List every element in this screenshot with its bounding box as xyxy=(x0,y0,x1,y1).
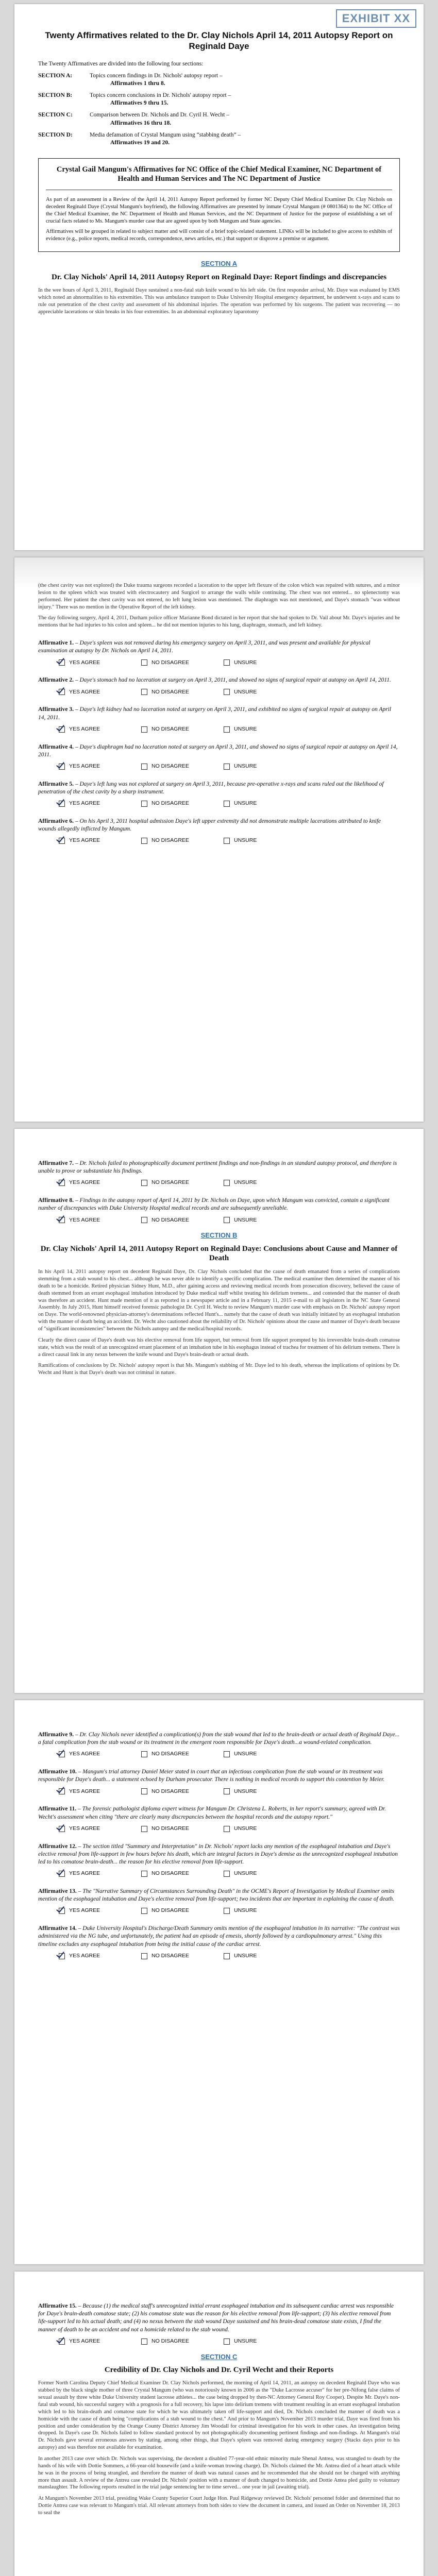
affirmative-text: – Daye's left lung was not explored at surgery on April 3, 2011, because pre-operative x-rays and scans ruled out the likelihood of penetration of the chest cavity by a sharp instrument. xyxy=(38,781,384,795)
section-row xyxy=(38,92,400,107)
vote-option-label: NO DISAGREE xyxy=(151,725,189,732)
vote-option-label: NO DISAGREE xyxy=(151,1870,189,1877)
vote-option-no[interactable] xyxy=(141,1953,218,1960)
vote-option-label: YES AGREE xyxy=(69,837,100,844)
section-row xyxy=(38,131,400,147)
vote-option-label: YES AGREE xyxy=(69,1825,100,1832)
unsure-checkbox[interactable] xyxy=(224,1217,230,1223)
affirmative-item xyxy=(38,1197,400,1224)
vote-option-label: UNSURE xyxy=(234,1907,257,1914)
vote-options xyxy=(59,763,400,770)
affirmatives-box xyxy=(38,158,400,252)
vote-option-yes[interactable] xyxy=(59,659,136,667)
agree-checkbox[interactable] xyxy=(59,838,65,844)
vote-option-no[interactable] xyxy=(141,1907,218,1914)
affirmative-number: Affirmative 5. xyxy=(38,781,74,787)
section-c-paragraph-1: Former North Carolina Deputy Chief Medical Examiner Dr. Clay Nichols performed, the morning of April 14, 2011, an autopsy on decedent Reginald Daye who was stabbed by the black single mother of three Crystal Mangum (who was notoriously known in 2006 as the "Duke Lacrosse accuser" for her pre-Nifong false claims of sexual assault by three white Duke University student lacrosse athletes... the case being dropped by then-NC Attorney General Roy Cooper). Despite Mr. Daye's non-fatal stab wound, his successful surgery with a prognosis for a full recovery, his lapse into delirium tremens with treatment resulting in an errant esophageal intubation which led to his brain-death and comatose state for which he was ultimately taken off life-support and died, Dr. Nichols concluded the manner of death was a homicide with the cause of death being "complications of a stab wound to the chest." And prior to Mangum's November 2013 murder trial, Daye was fired from his position and under consideration by the Orange County District Attorney Jim Woodall for criminal investigation for his work in other cases. An investigation being dropped. In Daye's case Dr. Nichols failed to follow standard protocol by not photographically documenting pertinent findings and non-findings. At Mangum's trial Dr. Nichols gave several erroneous answers by stating, among other things, that Daye's spleen was removed during emergency surgery (Stacks days prior to his autopsy) and was therefore not available for examination. xyxy=(38,2380,400,2451)
vote-options xyxy=(59,659,400,667)
section-a-heading: Dr. Clay Nichols' April 14, 2011 Autopsy Report on Reginald Daye: Report findings and discrepancies xyxy=(51,273,387,281)
vote-option-label: UNSURE xyxy=(234,1952,257,1959)
vote-option-unsure[interactable] xyxy=(224,1870,301,1877)
document-title: Twenty Affirmatives related to the Dr. Clay Nichols April 14, 2011 Autopsy Report on Reginald Daye xyxy=(45,30,393,52)
affirmative-text: – Daye's spleen was not removed during his emergency surgery on April 3, 2011, and was present and available for physical examination at autopsy by Dr. Nichols on April 14, 2011. xyxy=(38,640,370,654)
unsure-checkbox[interactable] xyxy=(224,764,230,770)
vote-option-yes[interactable] xyxy=(59,1751,136,1758)
vote-option-no[interactable] xyxy=(141,659,218,667)
vote-option-no[interactable] xyxy=(141,1179,218,1187)
affirmative-item xyxy=(38,1731,400,1758)
vote-options xyxy=(59,2338,400,2345)
section-row-text: Topics concern conclusions in Dr. Nichols' autopsy report – xyxy=(90,92,231,99)
disagree-checkbox[interactable] xyxy=(141,1826,147,1832)
disagree-checkbox[interactable] xyxy=(141,838,147,844)
page-2 xyxy=(14,557,424,1122)
vote-option-yes[interactable] xyxy=(59,2338,136,2345)
affirmative-text: – Dr. Nichols failed to photographically document pertinent findings and non-findings in an standard autopsy protocol, and therefore is unable to prove or substantiate his findings. xyxy=(38,1160,397,1175)
vote-option-label: YES AGREE xyxy=(69,659,100,666)
section-b-paragraph-3: Ramifications of conclusions by Dr. Nichols' autopsy report is that Ms. Mangum's stabbing of Mr. Daye led to his death, whereas the implications of opinions by Dr. Wecht and Hunt is that Daye's death was not criminal in nature. xyxy=(38,1363,400,1376)
disagree-checkbox[interactable] xyxy=(141,801,147,807)
vote-option-yes[interactable] xyxy=(59,1788,136,1795)
agree-checkbox[interactable] xyxy=(59,1788,65,1794)
section-row-label: SECTION D: xyxy=(38,131,73,138)
vote-option-label: NO DISAGREE xyxy=(151,1216,189,1223)
vote-option-label: UNSURE xyxy=(234,725,257,732)
agree-checkbox[interactable] xyxy=(59,1180,65,1186)
affirmative-item xyxy=(38,676,400,696)
unsure-checkbox[interactable] xyxy=(224,726,230,733)
vote-option-label: YES AGREE xyxy=(69,725,100,732)
vote-option-label: YES AGREE xyxy=(69,1952,100,1959)
affirmative-number: Affirmative 9. xyxy=(38,1732,74,1738)
vote-option-label: UNSURE xyxy=(234,1825,257,1832)
vote-option-label: UNSURE xyxy=(234,762,257,769)
vote-options xyxy=(59,1751,400,1758)
section-c-paragraph-3: At Mangum's November 2013 trial, presiding Wake County Superior Court Judge Hon. Paul Ridgeway reviewed Dr. Nichols' personnel folder and determined that no Dottie Antrea case was relevant to Mangum's trial. All relevant attorneys from both sides to view the document in camera, and issued an Order on November 18, 2013 to seal the xyxy=(38,2496,400,2516)
disagree-checkbox[interactable] xyxy=(141,1751,147,1757)
vote-option-yes[interactable] xyxy=(59,1179,136,1187)
box-paragraph-2: Affirmatives will be grouped in related to subject matter and will consist of a brief topic-related statement. LINKs will be included to give access to exhibits of evidence (e.g., police reports, medical records, correspondence, news articles, etc.) that support or disprove a premise or argument. xyxy=(46,228,392,242)
agree-checkbox[interactable] xyxy=(59,659,65,666)
affirmative-item xyxy=(38,706,400,733)
affirmatives-1-6 xyxy=(38,639,400,844)
affirmative-number: Affirmative 7. xyxy=(38,1160,74,1166)
unsure-checkbox[interactable] xyxy=(224,1871,230,1877)
vote-options xyxy=(59,689,400,696)
affirmative-number: Affirmative 3. xyxy=(38,706,74,713)
agree-checkbox[interactable] xyxy=(59,1871,65,1877)
vote-option-no[interactable] xyxy=(141,2338,218,2345)
vote-option-unsure[interactable] xyxy=(224,1907,301,1914)
affirmative-number: Affirmative 15. xyxy=(38,2303,77,2309)
vote-option-no[interactable] xyxy=(141,1788,218,1795)
exhibit-stamp: EXHIBIT XX xyxy=(336,9,416,28)
vote-option-unsure[interactable] xyxy=(224,659,301,667)
agree-checkbox[interactable] xyxy=(59,1826,65,1832)
vote-option-label: NO DISAGREE xyxy=(151,800,189,807)
vote-option-label: UNSURE xyxy=(234,688,257,695)
affirmative-item xyxy=(38,818,400,844)
vote-option-label: UNSURE xyxy=(234,837,257,844)
unsure-checkbox[interactable] xyxy=(224,1788,230,1794)
page-3 xyxy=(14,1129,424,1693)
disagree-checkbox[interactable] xyxy=(141,2338,147,2345)
section-row-affirmatives: Affirmatives 9 thru 15. xyxy=(110,100,169,107)
vote-options xyxy=(59,1825,400,1833)
vote-option-label: UNSURE xyxy=(234,2337,257,2344)
agree-checkbox[interactable] xyxy=(59,1217,65,1223)
vote-option-label: NO DISAGREE xyxy=(151,659,189,666)
vote-option-label: UNSURE xyxy=(234,659,257,666)
vote-option-unsure[interactable] xyxy=(224,1751,301,1758)
vote-option-yes[interactable] xyxy=(59,726,136,733)
affirmative-text: – Findings in the autopsy report of April 14, 2011 by Dr. Nichols on Daye, upon which Mangum was convicted, contain a significant number of discrepancies with Duke University Hospital medical records and are subsequently unreliable. xyxy=(38,1197,390,1212)
vote-options xyxy=(59,1907,400,1914)
section-a-paragraph-2: (the chest cavity was not explored) the Duke trauma surgeons recorded a laceration to the upper left flexure of the colon which was repaired with sutures, and a minor lesion to the spleen which was treated with electrocautery and Surgicel to arrange the walls while continuing. The chest was not entered... no splenectomy was performed. Her patient the chest cavity was not entered, no left lung lesion was mentioned. The diaphragm was not mentioned, and Daye's stomach "was without injury." There was no mention in the Operative Report of the left kidney. xyxy=(38,583,400,610)
disagree-checkbox[interactable] xyxy=(141,726,147,733)
vote-options xyxy=(59,1788,400,1795)
vote-option-unsure[interactable] xyxy=(224,2338,301,2345)
affirmative-15 xyxy=(38,2302,400,2345)
vote-option-no[interactable] xyxy=(141,1751,218,1758)
vote-option-label: NO DISAGREE xyxy=(151,1788,189,1794)
unsure-checkbox[interactable] xyxy=(224,1908,230,1914)
vote-option-no[interactable] xyxy=(141,763,218,770)
affirmative-item xyxy=(38,1888,400,1914)
section-row-description xyxy=(90,72,223,88)
section-row-affirmatives: Affirmatives 16 thru 18. xyxy=(110,120,172,126)
affirmative-item xyxy=(38,1925,400,1959)
section-a-label[interactable]: SECTION A xyxy=(200,260,238,268)
agree-checkbox[interactable] xyxy=(59,1953,65,1959)
vote-option-label: YES AGREE xyxy=(69,1907,100,1914)
section-row-label: SECTION B: xyxy=(38,92,73,99)
vote-option-unsure[interactable] xyxy=(224,1953,301,1960)
section-row-text: Comparison between Dr. Nichols and Dr. Cyril H. Wecht – xyxy=(90,112,229,118)
vote-option-label: YES AGREE xyxy=(69,1179,100,1186)
affirmative-item xyxy=(38,1768,400,1795)
affirmative-number: Affirmative 11. xyxy=(38,1806,77,1812)
vote-option-unsure[interactable] xyxy=(224,689,301,696)
vote-option-yes[interactable] xyxy=(59,1907,136,1914)
vote-options xyxy=(59,837,400,844)
section-row-label: SECTION A: xyxy=(38,72,73,79)
section-b-paragraph-1: In his April 14, 2011 autopsy report on decedent Reginald Daye, Dr. Clay Nichols concluded that the cause of death emanated from a series of complications stemming from a stab wound to his chest... although he was never able to identify a specific complication. The medical examiner then determined the manner of his death to be a homicide. Retired physician Sidney Hunt, M.D., after gaining access and reviewing medical records from prosecution discovery, believed the cause of death stemmed from an errant esophageal intubation introduced by Duke medical staff whilst treating his delirium tremens... and contended that the manner of death was therefore an accident. Hunt made mention of it as reported in a newspaper article and in a February 11, 2015 e-mail to all legislators in the NC State General Assembly. In July 2015, Hunt himself received forensic pathologist Dr. Cyril H. Wecht to review Mangum's murder case with emphasis on Dr. Nichols' autopsy report on Daye. The world-renowned physician-attorney's determinations reflected Hunt's... namely that the cause of death was initially initiated by an esophageal intubation with the manner of death being an accident. Dr. Wecht also cautioned about the reliability of Dr. Nichols' opinions about the cause and manner of Daye's death because of "significant inconsistencies" between the Nichols autopsy and the medical/hospital records. xyxy=(38,1269,400,1332)
vote-option-label: NO DISAGREE xyxy=(151,1179,189,1186)
intro-text: The Twenty Affirmatives are divided into the following four sections: xyxy=(38,60,204,67)
section-row-description xyxy=(90,92,231,107)
affirmative-number: Affirmative 8. xyxy=(38,1197,74,1204)
section-row-description xyxy=(90,131,241,147)
affirmative-text: – Daye's stomach had no laceration at surgery on April 3, 2011, and showed no signs of surgical repair at autopsy on April 14, 2011. xyxy=(75,677,391,684)
affirmative-item xyxy=(38,1805,400,1832)
unsure-checkbox[interactable] xyxy=(224,1953,230,1959)
vote-option-yes[interactable] xyxy=(59,1870,136,1877)
affirmative-text: – The "Narrative Summary of Circumstances Surrounding Death" in the OCME's Report of Investigation by Medical Examiner omits mention of the esophageal intubation and Daye's elective removal from life-support; two incidents that are important in explaining the cause of death. xyxy=(38,1888,395,1903)
vote-option-unsure[interactable] xyxy=(224,1179,301,1187)
section-row-description xyxy=(90,111,229,127)
box-title: Crystal Gail Mangum's Affirmatives for NC Office of the Chief Medical Examiner, NC Department of Health and Human Services and The NC Department of Justice xyxy=(56,165,382,183)
vote-option-no[interactable] xyxy=(141,1870,218,1877)
affirmative-text: – Duke University Hospital's Discharge/Death Summary omits mention of the esophageal intubation in its narrative: "The contrast was administered via the NG tube, and unfortunately, the patient had an episode of emesis, shortly followed by a cardiopulmonary arrest." Using this timeline excludes any esophageal intubation from being the initial cause of the cardiac arrest. xyxy=(38,1925,400,1947)
vote-options xyxy=(59,1870,400,1877)
section-row xyxy=(38,72,400,88)
vote-option-yes[interactable] xyxy=(59,837,136,844)
section-row-label: SECTION C: xyxy=(38,112,73,118)
section-a-paragraph-3: The day following surgery, April 4, 2011, Durham police officer Marianne Bond dictated in her report that she had spoken to Dr. Vail about Mr. Daye's injuries and he mentions that he had injuries to his colon and spleen... he did not mention injuries to his lung, diaphragm, stomach, and left kidney. xyxy=(38,615,400,629)
affirmative-number: Affirmative 2. xyxy=(38,677,74,684)
vote-option-label: YES AGREE xyxy=(69,762,100,769)
affirmative-text: – Dr. Clay Nichols never identified a complication(s) from the stab wound that led to the brain-death or actual death of Reginald Daye... a fatal complication from the stab wound or its treatment in the emergent room responsible for Daye's death...a wound-related complication. xyxy=(38,1732,400,1746)
disagree-checkbox[interactable] xyxy=(141,1180,147,1186)
vote-option-label: UNSURE xyxy=(234,1870,257,1877)
agree-checkbox[interactable] xyxy=(59,2338,65,2345)
vote-option-yes[interactable] xyxy=(59,1217,136,1224)
vote-option-yes[interactable] xyxy=(59,1825,136,1833)
vote-options xyxy=(59,1217,400,1224)
box-paragraph-1: As part of an assessment in a Review of the April 14, 2011 Autopsy Report performed by former NC Deputy Chief Medical Examiner Dr. Clay Nichols on decedent Reginald Daye (Crystal Mangum's boyfriend), the following Affirmatives are presented by inmate Crystal Mangum (# 0801364) to the NC Office of the Chief Medical Examiner, the NC Department of Health and Human Services, and the NC Department of Justice for the purpose of establishing a set of crucial facts related to Ms. Mangum's murder case that are agreed upon by both Mangum and State agencies. xyxy=(46,197,392,224)
agree-checkbox[interactable] xyxy=(59,1751,65,1757)
vote-option-unsure[interactable] xyxy=(224,726,301,733)
vote-option-label: YES AGREE xyxy=(69,688,100,695)
page-1 xyxy=(14,4,424,550)
affirmative-item xyxy=(38,2302,400,2345)
vote-option-label: YES AGREE xyxy=(69,1870,100,1877)
unsure-checkbox[interactable] xyxy=(224,659,230,666)
affirmative-text: – On his April 3, 2011 hospital admission Daye's left upper extremity did not demonstrate multiple lacerations attributed to knife wounds allegedly inflicted by Mangum. xyxy=(38,818,381,833)
vote-option-unsure[interactable] xyxy=(224,1217,301,1224)
disagree-checkbox[interactable] xyxy=(141,1953,147,1959)
vote-option-label: UNSURE xyxy=(234,1788,257,1794)
vote-options xyxy=(59,726,400,733)
affirmative-text: – Daye's diaphragm had no laceration noted at surgery on April 3, 2011, and showed no signs of surgical repair at autopsy on April 14, 2011. xyxy=(38,743,398,758)
unsure-checkbox[interactable] xyxy=(224,689,230,695)
page-4 xyxy=(14,1700,424,2264)
vote-option-yes[interactable] xyxy=(59,1953,136,1960)
vote-option-no[interactable] xyxy=(141,837,218,844)
affirmative-item xyxy=(38,1843,400,1877)
vote-option-yes[interactable] xyxy=(59,800,136,807)
section-b-heading: Dr. Clay Nichols' April 14, 2011 Autopsy Report on Reginald Daye: Conclusions about Cause and Manner of Death xyxy=(40,1244,398,1263)
affirmative-number: Affirmative 4. xyxy=(38,743,74,750)
section-b-label[interactable]: SECTION B xyxy=(200,1231,238,1240)
vote-option-label: NO DISAGREE xyxy=(151,2337,189,2344)
vote-option-no[interactable] xyxy=(141,1217,218,1224)
vote-option-unsure[interactable] xyxy=(224,837,301,844)
vote-option-no[interactable] xyxy=(141,726,218,733)
vote-option-label: UNSURE xyxy=(234,1751,257,1757)
agree-checkbox[interactable] xyxy=(59,764,65,770)
unsure-checkbox[interactable] xyxy=(224,801,230,807)
affirmative-number: Affirmative 10. xyxy=(38,1769,77,1775)
agree-checkbox[interactable] xyxy=(59,689,65,695)
section-b-paragraph-2: Clearly the direct cause of Daye's death was his elective removal from life support, but removal from life support prompted by his irreversible brain-death comatose state, which was the result of an unrecognized errant placement of an intubation tube in his esophagus instead of trachea for treatment of his delirium tremens. There is a direct causal link in any nexus between the knife wound and Daye's brain-death or actual death. xyxy=(38,1337,400,1358)
vote-option-label: YES AGREE xyxy=(69,2337,100,2344)
vote-option-no[interactable] xyxy=(141,689,218,696)
vote-option-label: UNSURE xyxy=(234,800,257,807)
disagree-checkbox[interactable] xyxy=(141,1788,147,1794)
vote-option-label: NO DISAGREE xyxy=(151,837,189,844)
unsure-checkbox[interactable] xyxy=(224,1751,230,1757)
agree-checkbox[interactable] xyxy=(59,726,65,733)
page-5 xyxy=(14,2272,424,2576)
section-c-heading: Credibility of Dr. Clay Nichols and Dr. Cyril Wecht and their Reports xyxy=(104,2365,334,2374)
vote-option-label: UNSURE xyxy=(234,1216,257,1223)
vote-option-yes[interactable] xyxy=(59,763,136,770)
section-a-paragraph-1: In the wee hours of April 3, 2011, Reginald Daye sustained a non-fatal stab knife wound to his left side. On first responder arrival, Mr. Daye was evaluated by EMS which noted an abnormalities to his extremities. This was ambulance transport to Duke University Hospital emergency department, he underwent x-rays and scans to rule out penetration of the chest cavity and assessment of his abdominal injuries. The operation was performed by his surgeons. The patient was recovering — no appreciable lacerations or skin breaks in his four extremities. In an abdominal exploratory laparotomy xyxy=(38,287,400,315)
vote-option-label: NO DISAGREE xyxy=(151,1751,189,1757)
affirmative-text: – Daye's left kidney had no laceration noted at surgery on April 3, 2011, and exhibited no signs of surgical repair at autopsy on April 14, 2011. xyxy=(38,706,392,721)
section-row xyxy=(38,111,400,127)
sections-list xyxy=(38,72,400,147)
vote-option-unsure[interactable] xyxy=(224,763,301,770)
vote-option-no[interactable] xyxy=(141,1825,218,1833)
vote-option-label: YES AGREE xyxy=(69,1751,100,1757)
vote-option-label: YES AGREE xyxy=(69,800,100,807)
affirmatives-9-14 xyxy=(38,1731,400,1960)
disagree-checkbox[interactable] xyxy=(141,659,147,666)
vote-option-label: UNSURE xyxy=(234,1179,257,1186)
vote-options xyxy=(59,800,400,807)
section-c-paragraph-2: In another 2013 case over which Dr. Nichols was supervising, the decedent a disabled 77-year-old ethnic minority male Shenal Antrea, was strangled to death by the hands of his wife with Dottie Sommers, a 66-year-old housewife (and a knife-woman trowing charge). Dr. Nichols claimed the Mr. Antrea died of a heart attack while he was in the process of being strangled, and therefore the manner of death was natural causes and he recommended that she should not be charged with anything more than assault. A review of the Antrea case revealed Dr. Nichols' position with a manner of death changed to homicide, and Dottie Antea pled guilty to voluntary manslaughter. The following reports resulted in the trial judge sentencing her to time served... one year in jail (awaiting trial). xyxy=(38,2456,400,2490)
section-row-affirmatives: Affirmatives 1 thru 8. xyxy=(110,80,165,87)
agree-checkbox[interactable] xyxy=(59,801,65,807)
affirmative-item xyxy=(38,781,400,807)
section-row-affirmatives: Affirmatives 19 and 20. xyxy=(110,139,170,146)
vote-option-label: NO DISAGREE xyxy=(151,1825,189,1832)
affirmatives-7-8 xyxy=(38,1160,400,1224)
vote-option-label: NO DISAGREE xyxy=(151,688,189,695)
affirmative-item xyxy=(38,1160,400,1187)
vote-option-unsure[interactable] xyxy=(224,1825,301,1833)
vote-option-label: NO DISAGREE xyxy=(151,1907,189,1914)
vote-option-unsure[interactable] xyxy=(224,1788,301,1795)
section-c-label[interactable]: SECTION C xyxy=(200,2352,238,2361)
section-row-text: Media defamation of Crystal Mangum using “stabbing death” – xyxy=(90,131,241,138)
agree-checkbox[interactable] xyxy=(59,1908,65,1914)
affirmative-number: Affirmative 1. xyxy=(38,640,74,647)
vote-options xyxy=(59,1179,400,1187)
vote-option-unsure[interactable] xyxy=(224,800,301,807)
affirmative-number: Affirmative 13. xyxy=(38,1888,77,1894)
vote-option-no[interactable] xyxy=(141,800,218,807)
disagree-checkbox[interactable] xyxy=(141,764,147,770)
affirmative-text: – The forensic pathologist diploma expert witness for Mangum Dr. Christena L. Roberts, in her report's summary, agreed with Dr. Wecht's assessment when citing "there are clearly many discrepancies between the hospital records and the autopsy report." xyxy=(38,1806,386,1820)
section-row-text: Topics concern findings in Dr. Nichols' autopsy report – xyxy=(90,72,223,79)
affirmative-item xyxy=(38,639,400,666)
unsure-checkbox[interactable] xyxy=(224,1826,230,1832)
unsure-checkbox[interactable] xyxy=(224,2338,230,2345)
unsure-checkbox[interactable] xyxy=(224,838,230,844)
affirmative-number: Affirmative 14. xyxy=(38,1925,77,1932)
affirmative-item xyxy=(38,743,400,770)
affirmative-number: Affirmative 12. xyxy=(38,1843,77,1850)
affirmative-text: – Mangum's trial attorney Daniel Meier stated in court that an infectious complication from the stab wound or its treatment was responsible for Daye's death... a statement echoed by Durham prosecutor. There is nothing in medical records to support this contention by Meier. xyxy=(38,1769,385,1783)
disagree-checkbox[interactable] xyxy=(141,1908,147,1914)
unsure-checkbox[interactable] xyxy=(224,1180,230,1186)
vote-option-label: NO DISAGREE xyxy=(151,762,189,769)
affirmative-text: – The section titled "Summary and Interpretation" in Dr. Nichols' report lacks any mention of the esophageal intubation and Daye's elective removal from life-support in few hours before his death, which are integral factors in Daye's demise as the unrecognized esophageal intubation led to his comatose brain-death... the reason for his elective removal from life-support. xyxy=(38,1843,398,1865)
affirmative-number: Affirmative 6. xyxy=(38,818,74,824)
vote-option-label: YES AGREE xyxy=(69,1788,100,1794)
disagree-checkbox[interactable] xyxy=(141,689,147,695)
disagree-checkbox[interactable] xyxy=(141,1871,147,1877)
vote-options xyxy=(59,1953,400,1960)
vote-option-label: NO DISAGREE xyxy=(151,1952,189,1959)
affirmative-text: – Because (1) the medical staff's unrecognized initial errant esophageal intubation and its subsequent cardiac arrest was responsible for Daye's brain-death comatose state; (2) his comatose state was the reason for his elective removal from life-support; (3) his elective removal from life-support led to his actual death; and (4) no nexus between the stab wound Daye sustained and his brain-dead comatose state exists, I find the manner of death to be an accident and not a homicide related to the stab wound. xyxy=(38,2303,394,2333)
vote-option-yes[interactable] xyxy=(59,689,136,696)
disagree-checkbox[interactable] xyxy=(141,1217,147,1223)
vote-option-label: YES AGREE xyxy=(69,1216,100,1223)
